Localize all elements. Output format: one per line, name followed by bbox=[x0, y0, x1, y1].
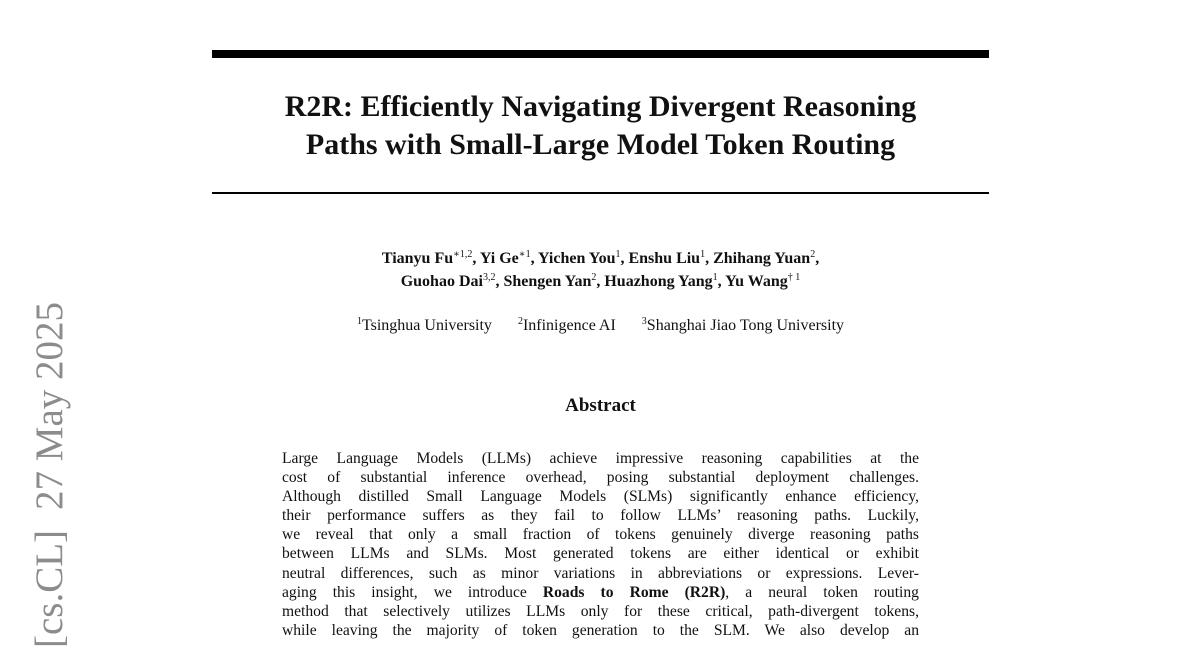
author: Tianyu $Fu^{∗1,2}$, bbox=[381, 249, 480, 267]
author: Yu Wang$^{\dagger 1}$ bbox=[725, 272, 801, 290]
author: Yi $Ge^{∗1}$, bbox=[479, 249, 538, 267]
author: Zhihang Yuan$^2$, bbox=[713, 249, 820, 267]
affiliation: $^2$Infinigence AI bbox=[517, 316, 616, 334]
paper-title bbox=[212, 88, 989, 164]
abstract-heading: Abstract bbox=[565, 395, 636, 416]
abstract-line: Large Language Models (LLMs) achieve impressive reasoning capabilities at the bbox=[282, 450, 919, 467]
abstract-line: between LLMs and SLMs. Most generated tokens are either identical or exhibit bbox=[282, 545, 919, 563]
author: Enshu Liu$^1$, bbox=[628, 249, 714, 267]
abstract-line: their performance suffers as they fail to follow LLMs’ reasoning paths. Luckily, bbox=[282, 507, 919, 525]
author: Yichen You$^1$, bbox=[537, 249, 629, 267]
abstract-line: neutral differences, such as minor variations in abbreviations or expressions. Lever- bbox=[282, 564, 919, 582]
abstract-line: we reveal that only a small fraction of tokens genuinely diverge reasoning paths bbox=[282, 526, 919, 544]
abstract-line: aging this insight, we introduce Roads to Rome (R2R), a neural token routing bbox=[282, 583, 919, 601]
abstract-line: method that selectively utilizes LLMs only for these critical, path-divergent tokens, bbox=[282, 602, 919, 620]
author: Huazhong Yang$^1$, bbox=[604, 272, 726, 290]
author: Shengen Yan$^2$, bbox=[503, 272, 605, 290]
affiliation: $^3$Shanghai Jiao Tong University bbox=[641, 316, 845, 334]
title-line: Paths with Small-Large Model Token Routing bbox=[305, 128, 896, 161]
abstract-body bbox=[282, 449, 919, 640]
abstract-line: while leaving the majority of token generation to the SLM. We also develop an bbox=[282, 621, 919, 639]
top-rule bbox=[212, 50, 989, 58]
arxiv-stamp bbox=[28, 288, 72, 648]
arxiv-category: [cs.CL] bbox=[28, 529, 71, 648]
author-list bbox=[212, 247, 989, 293]
title-line: R2R: Efficiently Navigating Divergent Reasoning bbox=[284, 90, 917, 123]
author: Guohao Dai$^{3,2}$, bbox=[400, 272, 504, 290]
abstract-line: Although distilled Small Language Models (SLMs) significantly enhance efficiency, bbox=[282, 488, 919, 506]
title-bottom-rule bbox=[212, 192, 989, 194]
method-name: Roads to Rome (R2R) bbox=[542, 583, 726, 601]
affiliations bbox=[212, 316, 989, 336]
abstract-line: cost of substantial inference overhead, posing substantial deployment challenges. bbox=[282, 469, 919, 487]
affiliation: $^1$Tsinghua University bbox=[356, 316, 492, 334]
arxiv-date: 27 May 2025 bbox=[28, 301, 71, 510]
